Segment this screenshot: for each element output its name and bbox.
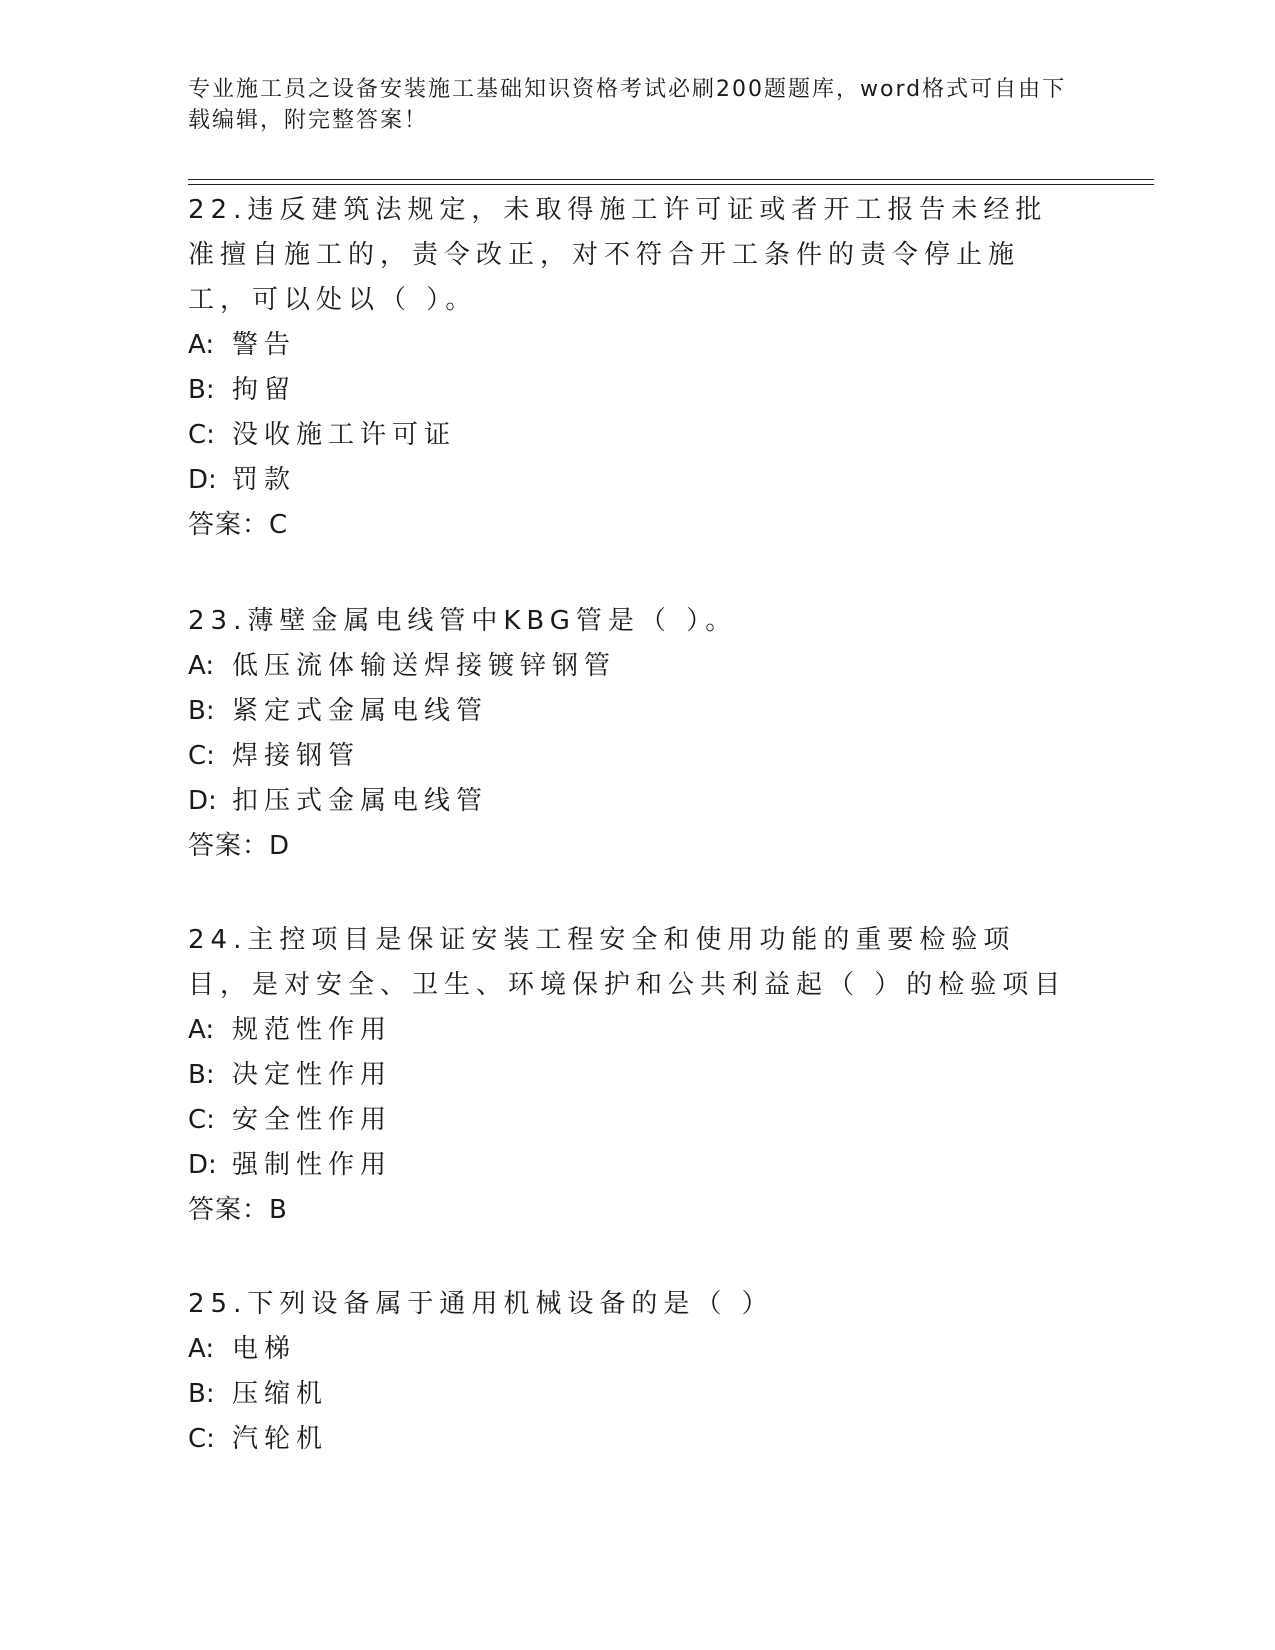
option-label: B:: [188, 1060, 215, 1090]
question-25: [188, 1282, 1078, 1462]
option-b: [188, 368, 1078, 413]
option-label: D:: [188, 786, 217, 816]
option-text: 警告: [232, 330, 297, 360]
option-c: [188, 1098, 1078, 1143]
question-text: 22.违反建筑法规定，未取得施工许可证或者开工报告未经批准擅自施工的，责令改正，对不符合开工条件的责令停止施工，可以处以（ ）。: [188, 195, 1048, 315]
option-d: [188, 1143, 1078, 1188]
option-d: [188, 458, 1078, 503]
answer-line: 答案：D: [188, 831, 291, 861]
option-text: 安全性作用: [232, 1105, 393, 1135]
option-label: B:: [188, 375, 215, 405]
header-divider-bottom: [188, 184, 1154, 185]
option-text: 没收施工许可证: [232, 420, 457, 450]
option-label: C:: [188, 741, 215, 771]
option-a: [188, 323, 1078, 368]
option-a: [188, 644, 1078, 689]
answer-line: 答案：C: [188, 510, 289, 540]
option-c: [188, 413, 1078, 458]
option-b: [188, 1372, 1078, 1417]
question-text: 25.下列设备属于通用机械设备的是（ ）: [188, 1289, 774, 1319]
option-text: 强制性作用: [232, 1150, 393, 1180]
option-c: [188, 1417, 1078, 1462]
option-label: C:: [188, 1105, 215, 1135]
option-label: D:: [188, 465, 217, 495]
option-text: 电梯: [232, 1334, 297, 1364]
option-label: A:: [188, 1015, 215, 1045]
option-b: [188, 689, 1078, 734]
option-b: [188, 1053, 1078, 1098]
option-a: [188, 1327, 1078, 1372]
option-text: 紧定式金属电线管: [232, 696, 489, 726]
option-text: 低压流体输送焊接镀锌钢管: [232, 651, 617, 681]
option-text: 罚款: [232, 465, 297, 495]
option-label: B:: [188, 696, 215, 726]
option-text: 决定性作用: [232, 1060, 393, 1090]
option-label: C:: [188, 1424, 215, 1454]
question-24: [188, 918, 1078, 1233]
option-text: 规范性作用: [232, 1015, 393, 1045]
option-label: A:: [188, 1334, 215, 1364]
question-23: [188, 599, 1078, 869]
option-label: C:: [188, 420, 215, 450]
question-22: [188, 188, 1078, 548]
option-text: 扣压式金属电线管: [232, 786, 489, 816]
option-text: 焊接钢管: [232, 741, 361, 771]
option-text: 汽轮机: [232, 1424, 329, 1454]
option-label: A:: [188, 330, 215, 360]
option-label: B:: [188, 1379, 215, 1409]
option-c: [188, 734, 1078, 779]
header-divider-top: [188, 179, 1154, 180]
option-a: [188, 1008, 1078, 1053]
question-text: 23.薄壁金属电线管中KBG管是（ ）。: [188, 606, 738, 636]
option-text: 拘留: [232, 375, 297, 405]
question-text: 24.主控项目是保证安装工程安全和使用功能的重要检验项目，是对安全、卫生、环境保护和公共利益起（ ）的检验项目: [188, 925, 1067, 1000]
option-label: D:: [188, 1150, 217, 1180]
document-header: 专业施工员之设备安装施工基础知识资格考试必刷200题题库，word格式可自由下载编辑，附完整答案！: [188, 77, 1067, 133]
option-text: 压缩机: [232, 1379, 329, 1409]
option-d: [188, 779, 1078, 824]
option-label: A:: [188, 651, 215, 681]
answer-line: 答案：B: [188, 1195, 288, 1225]
